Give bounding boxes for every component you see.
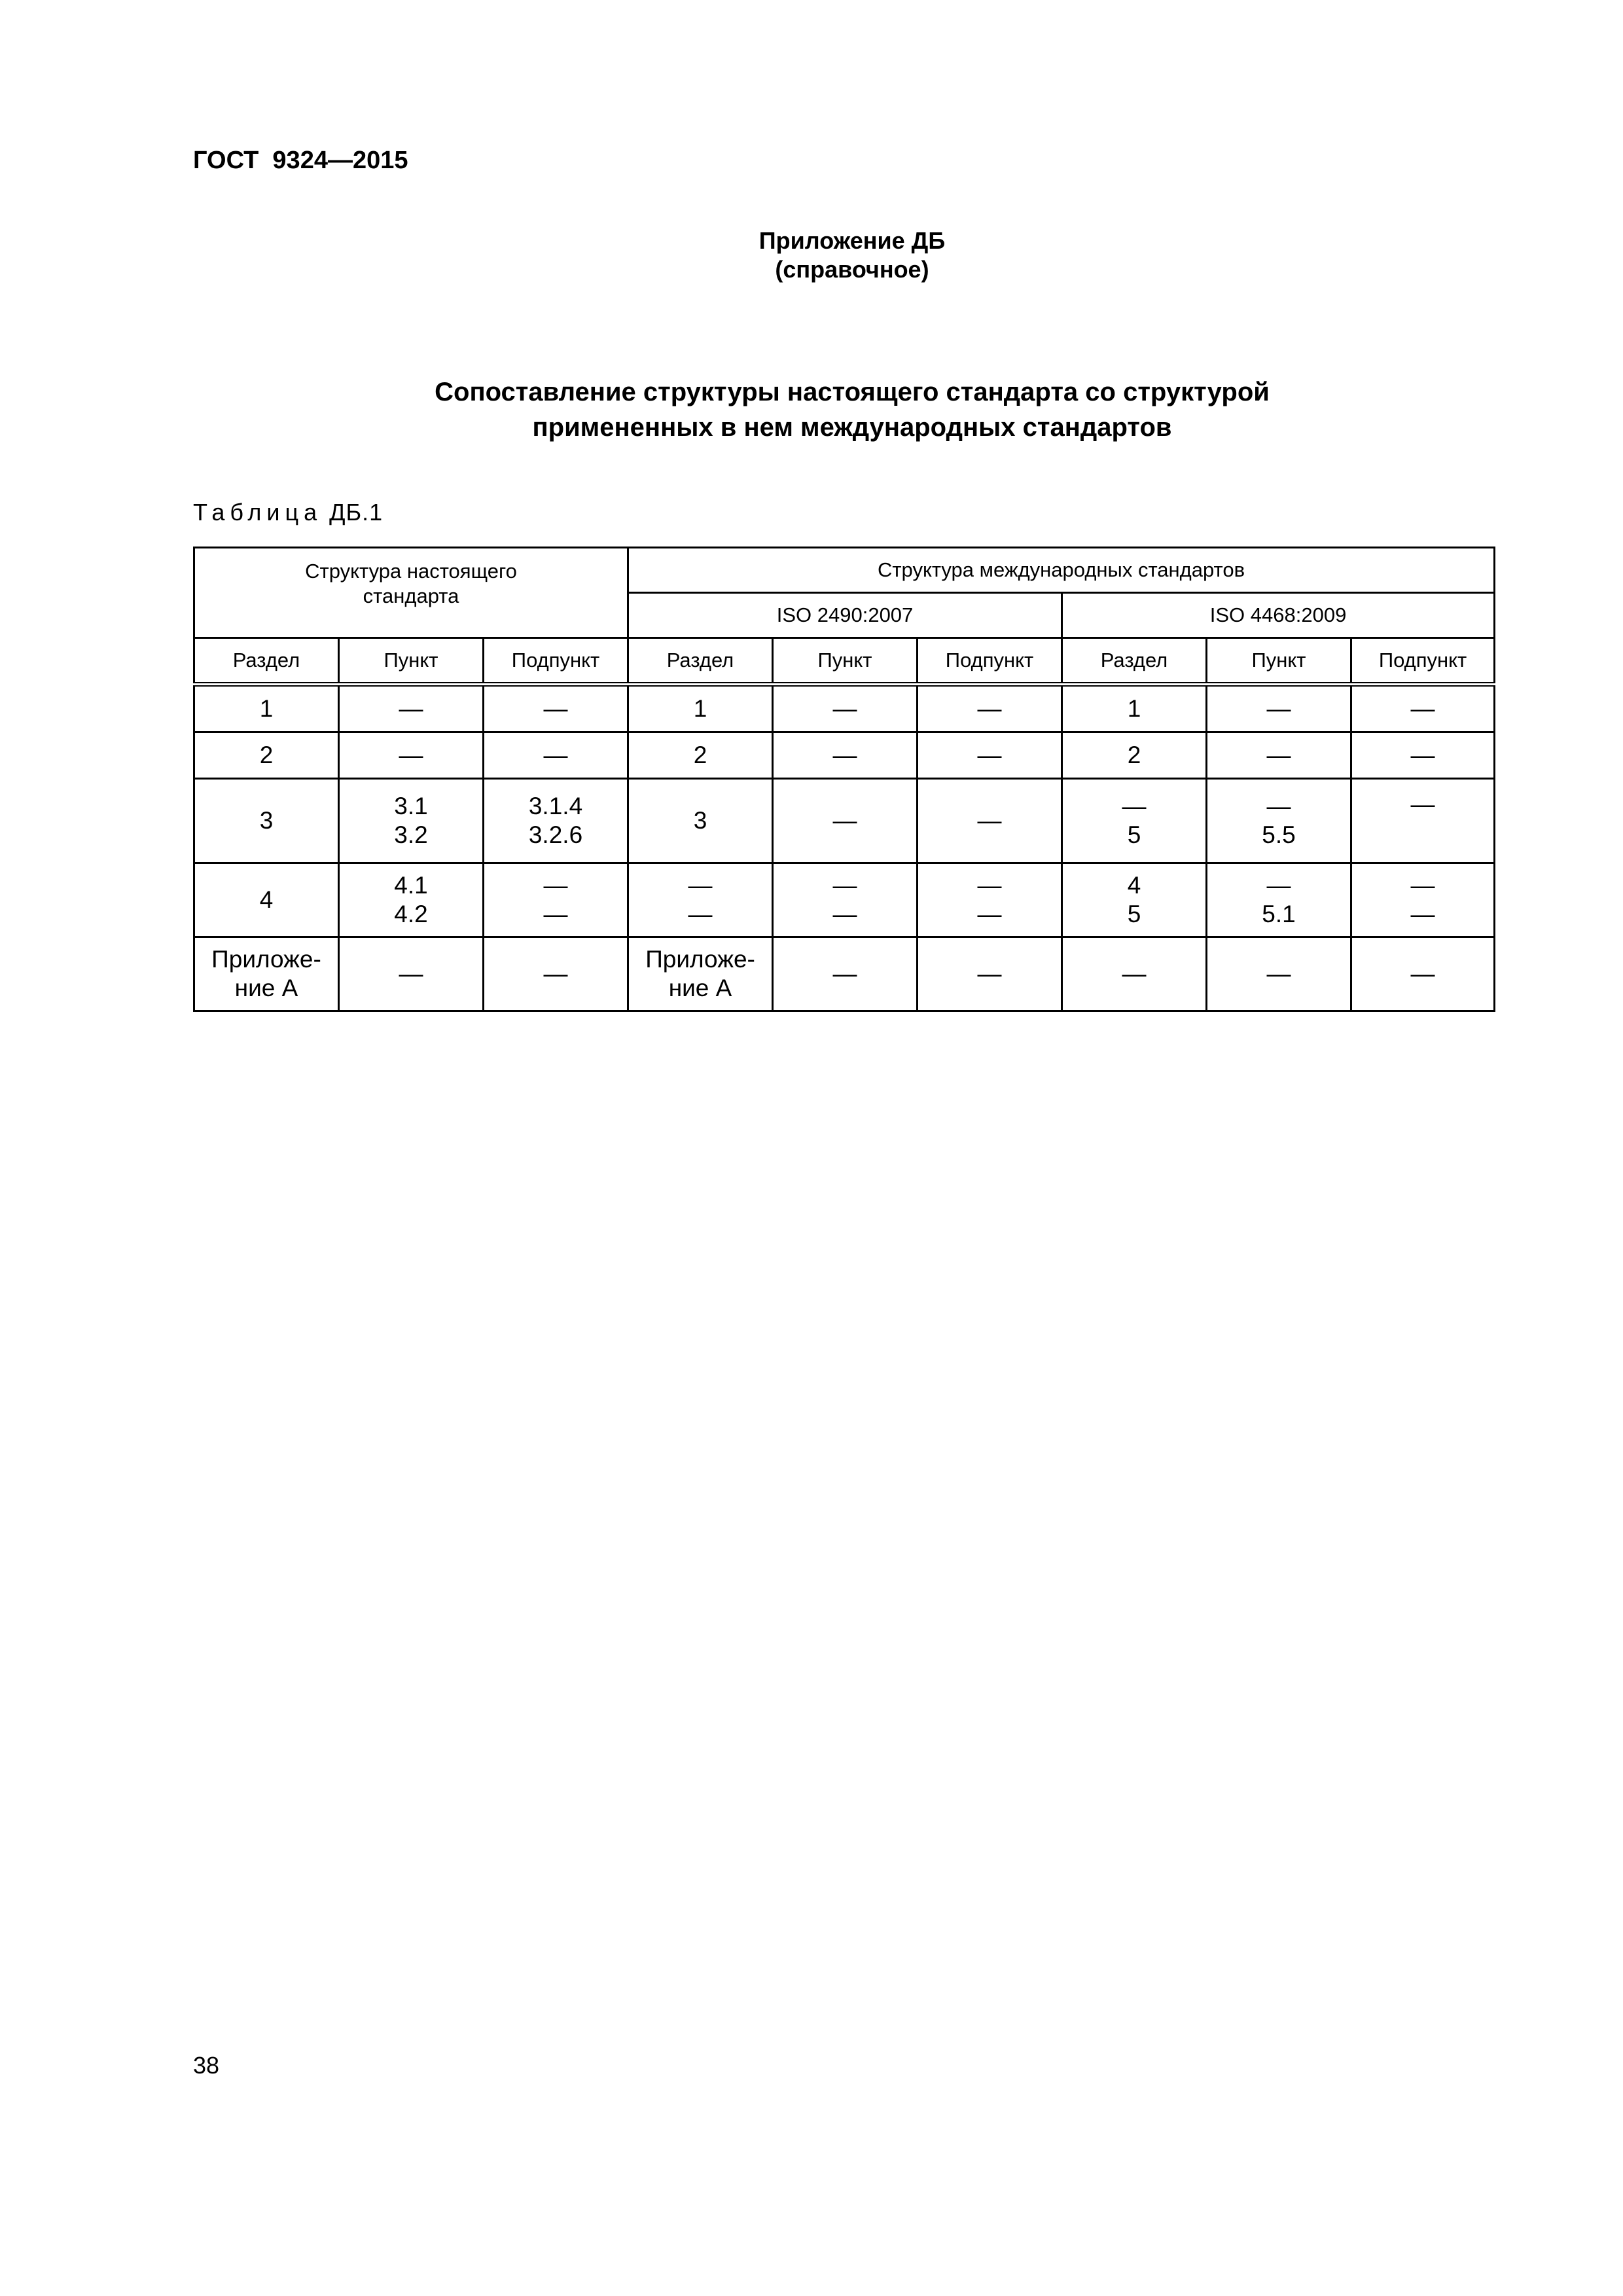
- table-cell: — —: [628, 863, 773, 937]
- column-header: Пункт: [773, 638, 918, 685]
- table-cell: —: [1351, 685, 1495, 732]
- table-cell: —: [1351, 937, 1495, 1011]
- table-cell: —: [484, 685, 628, 732]
- table-cell: 1: [628, 685, 773, 732]
- table-cell: 3.1 3.2: [339, 779, 484, 863]
- table-cell: —: [773, 937, 918, 1011]
- document-code: ГОСТ 9324—2015: [193, 147, 408, 174]
- table-cell: —: [339, 937, 484, 1011]
- table-cell: —: [484, 937, 628, 1011]
- comparison-table: [193, 547, 1495, 1012]
- table-cell: —: [1351, 779, 1495, 863]
- table-cell: 4: [194, 863, 339, 937]
- table-cell: — —: [773, 863, 918, 937]
- table-cell: — 5: [1062, 779, 1207, 863]
- table-cell: —: [484, 732, 628, 779]
- header-this-standard: [194, 548, 628, 638]
- table-cell: 4.1 4.2: [339, 863, 484, 937]
- appendix-subtitle: (справочное): [775, 256, 929, 283]
- table-cell: —: [918, 779, 1062, 863]
- table-cell: —: [918, 937, 1062, 1011]
- table-cell: — —: [918, 863, 1062, 937]
- table-cell: —: [339, 685, 484, 732]
- column-header: Раздел: [628, 638, 773, 685]
- table-cell: — 5.5: [1207, 779, 1351, 863]
- table-row: [194, 685, 1495, 732]
- main-title-line-2: примененных в нем международных стандартов: [532, 413, 1172, 442]
- table-row: [194, 937, 1495, 1011]
- column-header: Пункт: [339, 638, 484, 685]
- table-cell: —: [773, 779, 918, 863]
- table-cell: 4 5: [1062, 863, 1207, 937]
- table-cell: —: [1207, 685, 1351, 732]
- table-cell: —: [1351, 732, 1495, 779]
- table-cell: 1: [1062, 685, 1207, 732]
- table-cell: —: [1207, 937, 1351, 1011]
- main-title: [0, 374, 1623, 445]
- table-cell: Приложе- ние А: [628, 937, 773, 1011]
- header-iso-4468: ISO 4468:2009: [1062, 593, 1495, 638]
- table-cell: —: [339, 732, 484, 779]
- table-cell: —: [918, 732, 1062, 779]
- table-cell: 2: [194, 732, 339, 779]
- appendix-heading: [0, 226, 1623, 284]
- table-caption-number: ДБ.1: [329, 499, 383, 526]
- column-header: Подпункт: [918, 638, 1062, 685]
- page-number: 38: [193, 2052, 220, 2079]
- table-row: [194, 779, 1495, 863]
- table-row: [194, 863, 1495, 937]
- table-cell: — —: [484, 863, 628, 937]
- table-cell: 2: [628, 732, 773, 779]
- main-title-line-1: Сопоставление структуры настоящего стандарта со структурой: [435, 378, 1270, 406]
- column-header: Пункт: [1207, 638, 1351, 685]
- table-cell: —: [773, 732, 918, 779]
- column-header: Подпункт: [1351, 638, 1495, 685]
- table-cell: 3: [628, 779, 773, 863]
- table-row: [194, 732, 1495, 779]
- table-cell: 3.1.4 3.2.6: [484, 779, 628, 863]
- header-this-standard-label: Структура настоящего стандарта: [305, 560, 517, 607]
- table-cell: 2: [1062, 732, 1207, 779]
- column-header: Раздел: [1062, 638, 1207, 685]
- table-cell: —: [918, 685, 1062, 732]
- table-cell: — —: [1351, 863, 1495, 937]
- table-cell: —: [773, 685, 918, 732]
- table-cell: 1: [194, 685, 339, 732]
- column-header: Раздел: [194, 638, 339, 685]
- column-header: Подпункт: [484, 638, 628, 685]
- header-iso-2490: ISO 2490:2007: [628, 593, 1062, 638]
- appendix-title: Приложение ДБ: [758, 227, 946, 254]
- table-caption: [193, 499, 383, 526]
- header-international: Структура международных стандартов: [628, 548, 1495, 593]
- table-cell: —: [1207, 732, 1351, 779]
- table-cell: Приложе- ние А: [194, 937, 339, 1011]
- table-cell: 3: [194, 779, 339, 863]
- table-cell: —: [1062, 937, 1207, 1011]
- table-caption-prefix: Таблица: [193, 499, 323, 526]
- table-cell: — 5.1: [1207, 863, 1351, 937]
